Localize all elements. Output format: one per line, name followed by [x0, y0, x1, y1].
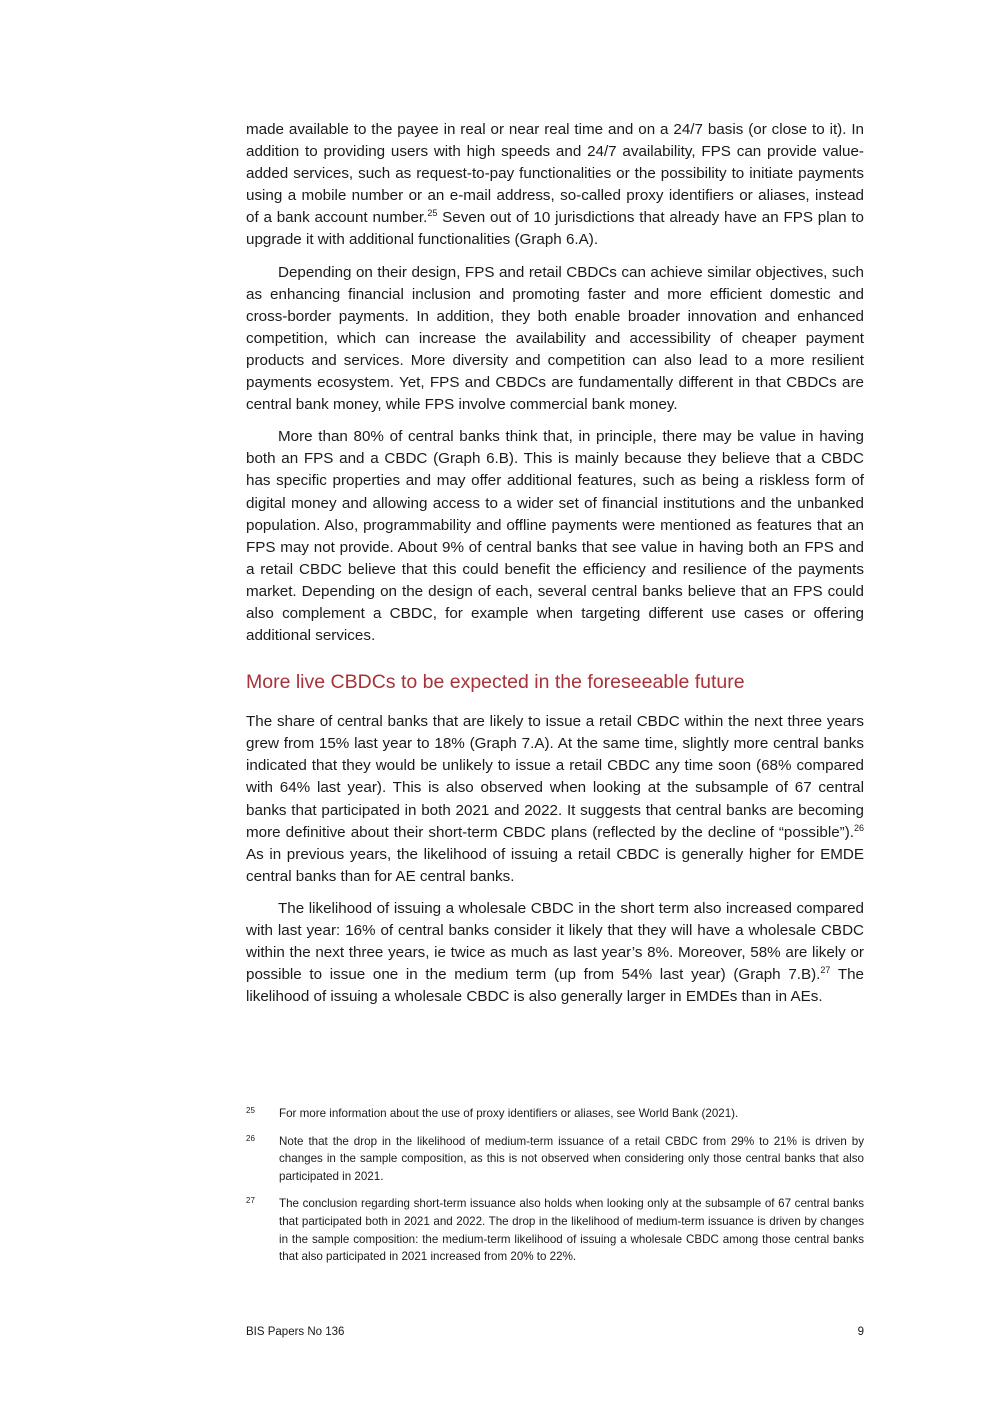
footnote-26	[246, 1133, 864, 1186]
paragraph-text: The share of central banks that are likely to issue a retail CBDC within the next three years grew from 15% last year to 18% (Graph 7.A). At the same time, slightly more central banks indicated that they would be unlikely to issue a retail CBDC any time soon (68% compared with 64% last year). This is also observed when looking at the subsample of 67 central banks that participated in both 2021 and 2022. It suggests that central banks are becoming more definitive about their short-term CBDC plans (reflected by the decline of “possible”).	[246, 713, 864, 841]
footnote-27	[246, 1195, 864, 1265]
footnotes-section	[246, 1105, 864, 1276]
paragraph-text: Seven out of 10 jurisdictions that already have an FPS plan to upgrade it with additional functionalities (Graph 6.A).	[246, 209, 864, 249]
footnote-text: The conclusion regarding short-term issuance also holds when looking only at the subsample of 67 central banks that participated both in 2021 and 2022. The drop in the likelihood of medium-term issuance is driven by changes in the sample composition: the medium-term likelihood of issuing a wholesale CBDC among those central banks that also participated in 2021 increased from 20% to 22%.	[279, 1197, 864, 1264]
main-text-column	[246, 119, 864, 1018]
paragraph-fps-vs-cbdc: Depending on their design, FPS and retail CBDCs can achieve similar objectives, such as enhancing financial inclusion and promoting faster and more efficient domestic and cross-border payments. In addition, they both enable broader innovation and enhanced competition, which can increase the availability and accessibility of cheaper payment products and services. More diversity and competition can also lead to a more resilient payments ecosystem. Yet, FPS and CBDCs are fundamentally different in that CBDCs are central bank money, while FPS involve commercial bank money.	[246, 263, 864, 414]
footnote-text: Note that the drop in the likelihood of medium-term issuance of a retail CBDC from 29% to 21% is driven by changes in the sample composition, as this is not observed when considering only those central banks that also participated in 2021.	[279, 1134, 864, 1183]
footnote-number: 26	[246, 1133, 255, 1143]
footnote-number: 27	[246, 1196, 255, 1206]
paragraph-text: The likelihood of issuing a wholesale CBDC in the short term also increased compared with last year: 16% of central banks consider it likely that they will have a wholesale CBDC within the next three years, ie twice as much as last year’s 8%. Moreover, 58% are likely or possible to issue one in the medium term (up from 54% last year) (Graph 7.B).	[246, 899, 864, 984]
footnote-ref-26[interactable]: 26	[853, 822, 864, 833]
page-footer	[246, 1324, 864, 1340]
paragraph-retail-cbdc-likelihood	[246, 711, 864, 888]
footnote-25	[246, 1105, 864, 1123]
paragraph-text: The likelihood of issuing a wholesale CBDC is also generally larger in EMDEs than in AEs.	[246, 966, 864, 1006]
publication-name: BIS Papers No 136	[246, 1326, 345, 1338]
footnote-number: 25	[246, 1106, 255, 1115]
section-heading: More live CBDCs to be expected in the foreseeable future	[246, 671, 745, 694]
paragraph-fps-features	[246, 119, 864, 252]
paragraph-wholesale-cbdc-likelihood	[246, 898, 864, 1008]
page-number: 9	[857, 1326, 864, 1338]
footnote-ref-27[interactable]: 27	[820, 965, 831, 976]
paragraph-text: made available to the payee in real or near real time and on a 24/7 basis (or close to it). In addition to providing users with high speeds and 24/7 availability, FPS can provide value-added services, such as request-to-pay functionalities or the possibility to initiate payments using a mobile number or an e-mail address, so-called proxy identifiers or aliases, instead of a bank account number.	[246, 121, 864, 227]
paragraph-value-both: More than 80% of central banks think that, in principle, there may be value in having both an FPS and a CBDC (Graph 6.B). This is mainly because they believe that a CBDC has specific properties and may offer additional features, such as being a riskless form of digital money and allowing access to a wider set of financial institutions and the unbanked population. Also, programmability and offline payments were mentioned as features that an FPS may not provide. About 9% of central banks that see value in having both an FPS and a retail CBDC believe that this could benefit the efficiency and resilience of the payments market. Depending on the design of each, several central banks believe that an FPS could also complement a CBDC, for example when targeting different use cases or offering additional services.	[246, 428, 864, 645]
footnote-text: For more information about the use of proxy identifiers or aliases, see World Bank (2021).	[279, 1107, 739, 1120]
footnote-ref-25[interactable]: 25	[427, 208, 438, 219]
paragraph-text: As in previous years, the likelihood of issuing a retail CBDC is generally higher for EMDE central banks than for AE central banks.	[246, 845, 864, 885]
